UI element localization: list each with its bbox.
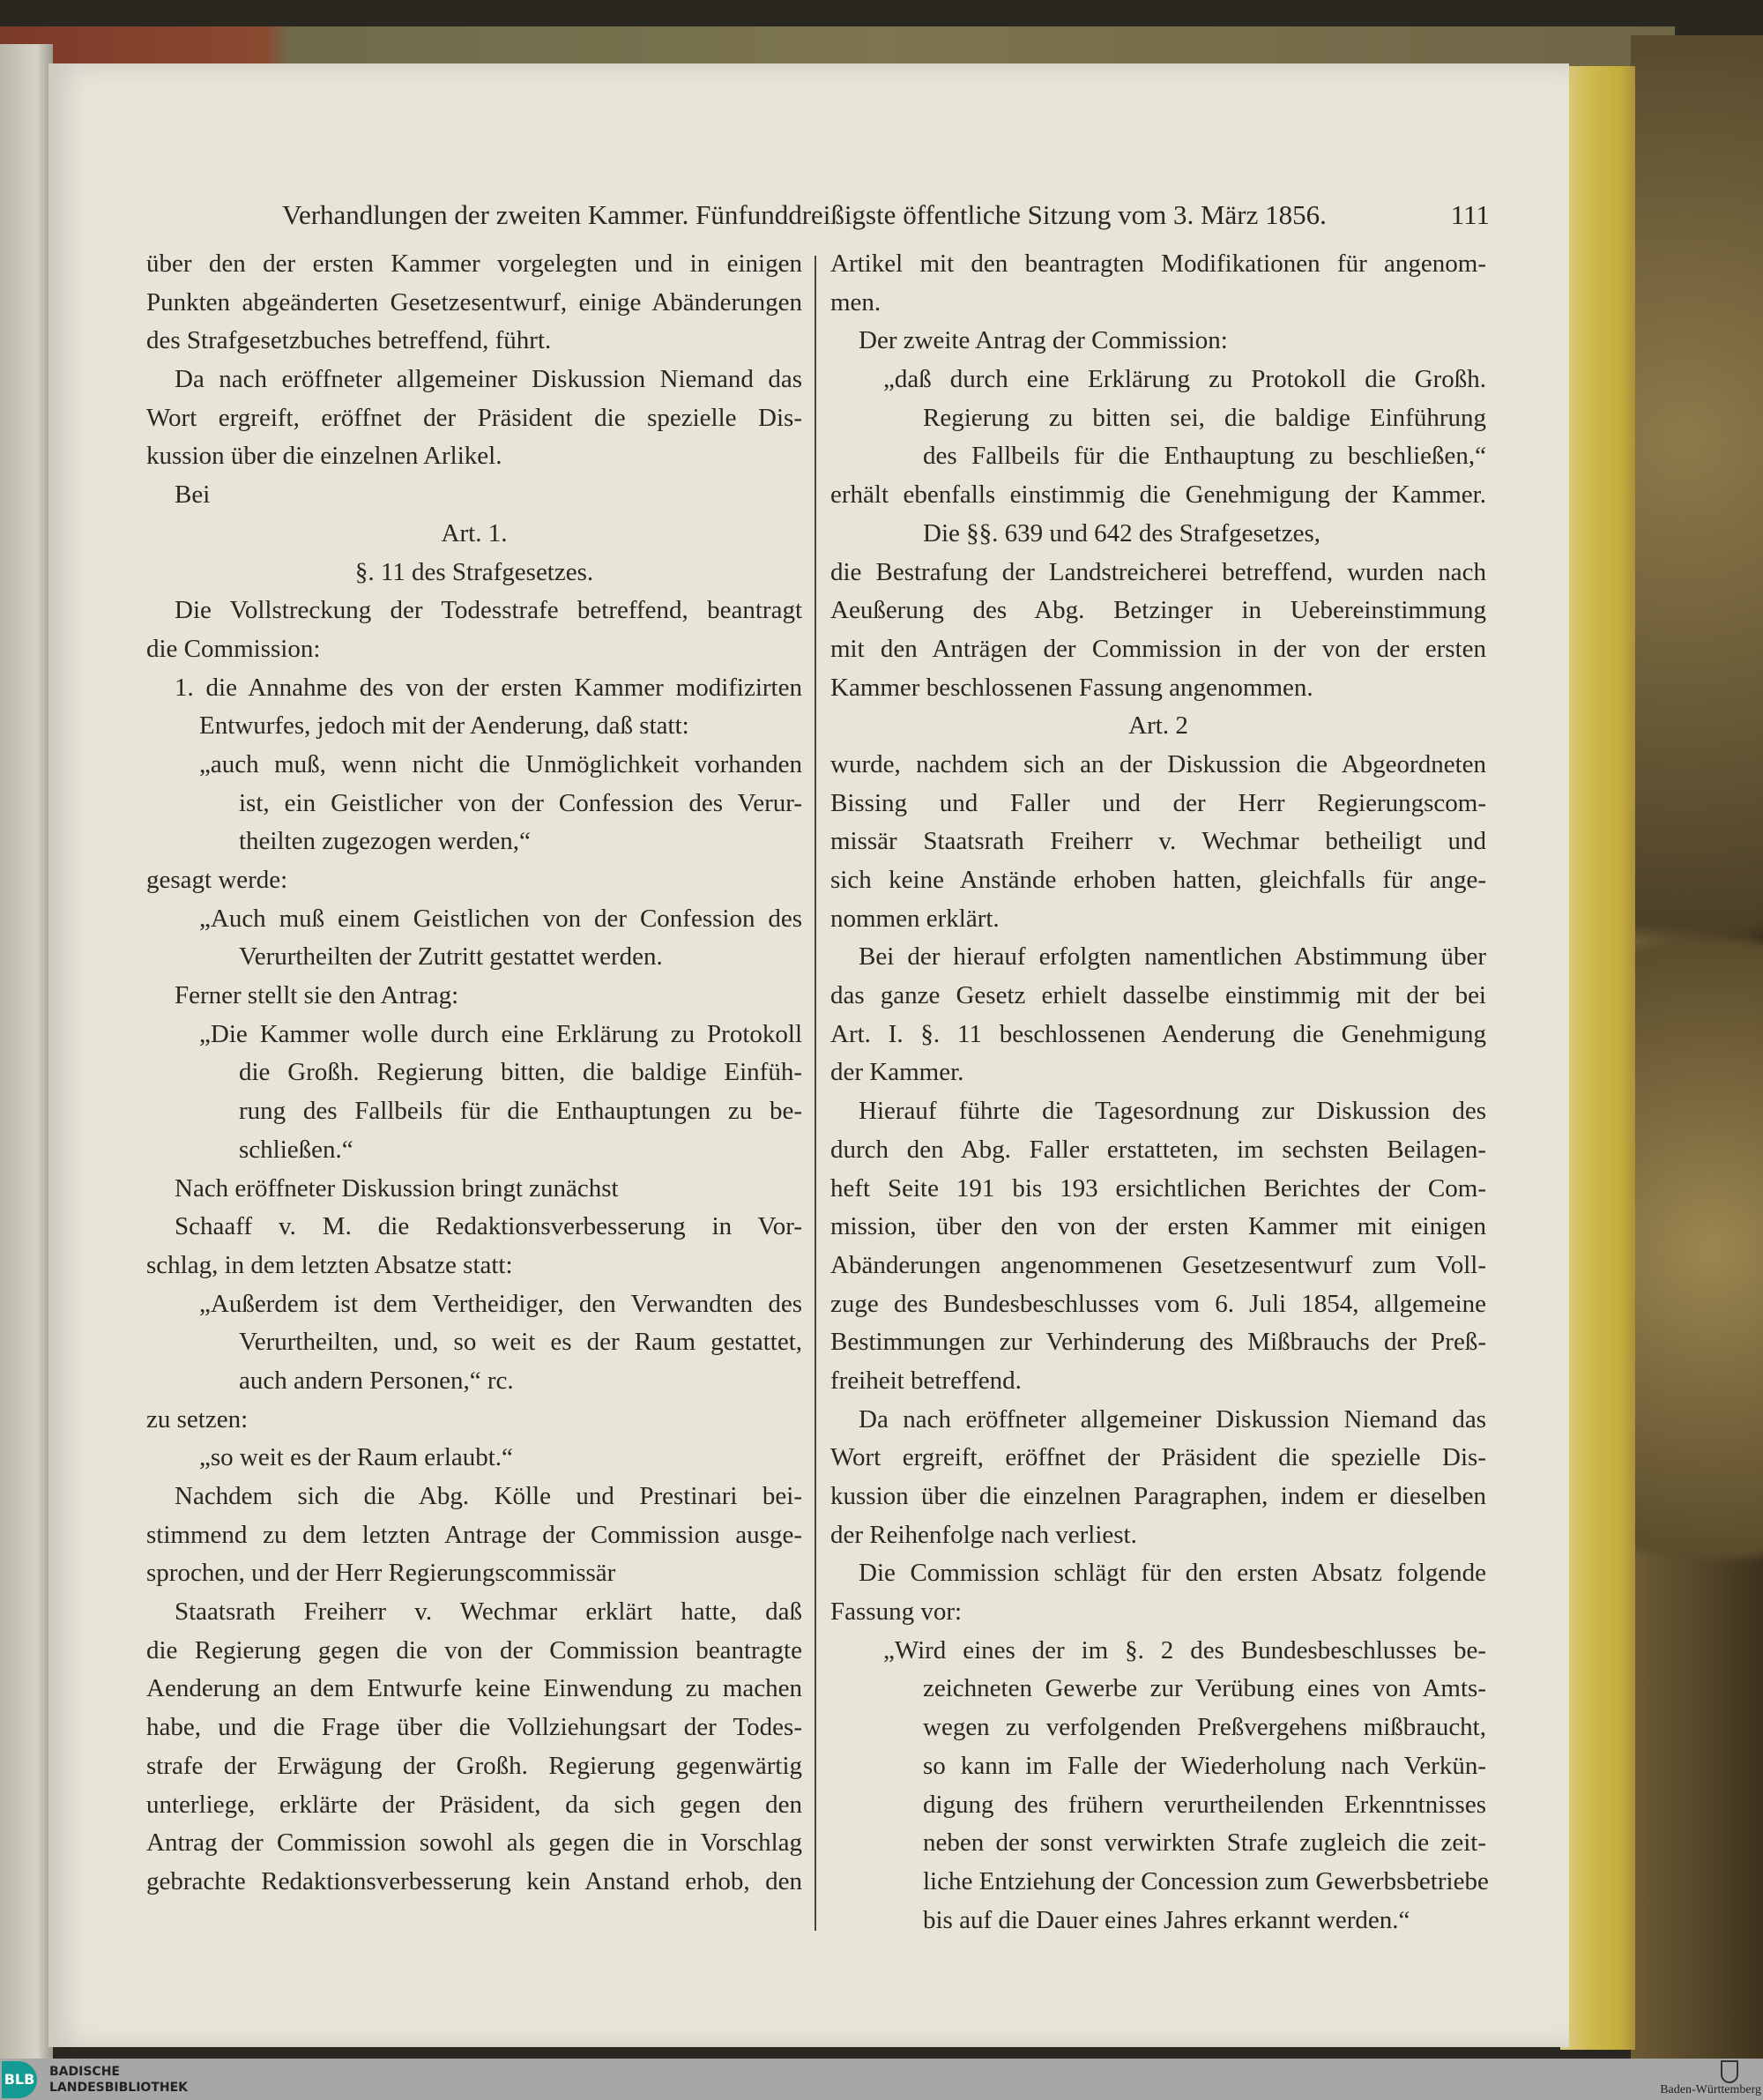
text-line: kussion über die einzelnen Arlikel.	[146, 442, 502, 471]
text-line: Staatsrath Freiherr v. Wechmar erklärt hatte, daß	[175, 1597, 802, 1627]
footer-bar	[0, 2059, 1763, 2100]
text-line: Verurtheilten, und, so weit es der Raum gestattet,	[239, 1328, 802, 1357]
text-line: liche Entziehung der Concession zum Gewerbsbetriebe	[923, 1866, 1489, 1895]
text-line: Wort ergreift, eröffnet der Präsident die spezielle Dis-	[146, 403, 802, 432]
text-line: 1. die Annahme des von der ersten Kammer modifizirten	[175, 673, 802, 702]
text-line: Nachdem sich die Abg. Kölle und Prestinari bei-	[175, 1482, 802, 1510]
text-line: theilten zugezogen werden,“	[239, 827, 531, 856]
text-line: zuge des Bundesbeschlusses vom 6. Juli 1854, allgemeine	[830, 1289, 1486, 1318]
text-line: Bei	[175, 480, 211, 510]
text-line: Der zweite Antrag der Commission:	[859, 326, 1228, 355]
right-text-column	[830, 245, 1489, 1940]
text-line: Punkten abgeänderten Gesetzesentwurf, einige Abänderungen	[146, 287, 802, 316]
text-line: kussion über die einzelnen Paragraphen, indem er dieselben	[830, 1482, 1486, 1510]
text-line: bis auf die Dauer eines Jahres erkannt werden.“	[923, 1905, 1410, 1934]
text-line: Bissing und Faller und der Herr Regierungscom-	[830, 788, 1486, 817]
text-line: Nach eröffneter Diskussion bringt zunächst	[175, 1173, 619, 1203]
text-line: ist, ein Geistlicher von der Confession des Verur-	[239, 788, 802, 817]
text-line: Aeußerung des Abg. Betzinger in Uebereinstimmung	[830, 596, 1486, 625]
section-heading: Art. 1.	[441, 518, 508, 547]
text-line: die Großh. Regierung bitten, die baldige Einfüh-	[239, 1058, 802, 1087]
text-line: zu setzen:	[146, 1404, 249, 1434]
text-line: wegen zu verfolgenden Preßvergehens mißbraucht,	[923, 1713, 1486, 1742]
text-line: Schaaff v. M. die Redaktionsverbesserung in Vor-	[175, 1212, 802, 1241]
text-line: schlag, in dem letzten Absatze statt:	[146, 1250, 513, 1279]
text-line: rung des Fallbeils für die Enthauptungen zu be-	[239, 1097, 802, 1126]
text-line: Entwurfes, jedoch mit der Aenderung, daß statt:	[199, 711, 689, 741]
text-line: digung des frühern verurtheilenden Erkenntnisses	[923, 1790, 1486, 1819]
text-line: stimmend zu dem letzten Antrage der Commission ausge-	[146, 1520, 802, 1549]
state-label: Baden-Württemberg	[1660, 2083, 1761, 2096]
text-line: „Wird eines der im §. 2 des Bundesbeschlusses be-	[883, 1635, 1486, 1664]
text-line: auch andern Personen,“ rc.	[239, 1366, 514, 1395]
text-line: unterliege, erklärte der Präsident, da sich gegen den	[146, 1790, 802, 1819]
text-line: erhält ebenfalls einstimmig die Genehmigung der Kammer.	[830, 480, 1486, 510]
text-line: heft Seite 191 bis 193 ersichtlichen Berichtes der Com-	[830, 1173, 1486, 1203]
text-line: Da nach eröffneter allgemeiner Diskussion Niemand das	[859, 1404, 1486, 1434]
text-line: Ferner stellt sie den Antrag:	[175, 981, 459, 1010]
text-line: der Reihenfolge nach verliest.	[830, 1520, 1137, 1549]
text-line: Hierauf führte die Tagesordnung zur Diskussion des	[859, 1097, 1486, 1126]
running-header	[282, 199, 1490, 238]
text-line: schließen.“	[239, 1135, 353, 1164]
text-line: nommen erklärt.	[830, 904, 1000, 933]
text-line: wurde, nachdem sich an der Diskussion die Abgeordneten	[830, 749, 1486, 778]
text-line: so kann im Falle der Wiederholung nach Verkün-	[923, 1751, 1486, 1780]
text-line: der Kammer.	[830, 1058, 964, 1087]
text-line: freiheit betreffend.	[830, 1366, 1022, 1395]
text-line: Art. I. §. 11 beschlossenen Aenderung die Genehmigung	[830, 1019, 1486, 1048]
text-line: Bestimmungen zur Verhinderung des Mißbrauchs der Preß-	[830, 1328, 1486, 1357]
text-line: Abänderungen angenommenen Gesetzesentwurf zum Voll-	[830, 1250, 1486, 1279]
section-heading: Art. 2	[1128, 711, 1188, 741]
text-line: habe, und die Frage über die Vollziehungsart der Todes-	[146, 1713, 802, 1742]
page-edges	[1560, 66, 1635, 2050]
marbled-book-cover	[1631, 35, 1763, 2059]
text-line: sprochen, und der Herr Regierungscommissär	[146, 1559, 616, 1588]
text-line: des Fallbeils für die Enthauptung zu beschließen,“	[923, 442, 1486, 471]
library-name-line1: BADISCHE	[49, 2065, 120, 2079]
text-line: missär Staatsrath Freiherr v. Wechmar betheiligt und	[830, 827, 1486, 856]
text-line: strafe der Erwägung der Großh. Regierung gegenwärtig	[146, 1751, 802, 1780]
text-line: Kammer beschlossenen Fassung angenommen.	[830, 673, 1313, 702]
blb-logo[interactable]: BLB	[2, 2061, 37, 2098]
text-line: des Strafgesetzbuches betreffend, führt.	[146, 326, 552, 355]
text-line: „Außerdem ist dem Vertheidiger, den Verwandten des	[199, 1289, 802, 1318]
text-line: Die Commission schlägt für den ersten Absatz folgende	[859, 1559, 1486, 1588]
facing-page-edge	[0, 44, 53, 2059]
text-line: men.	[830, 287, 882, 316]
text-line: Aenderung an dem Entwurfe keine Einwendung zu machen	[146, 1674, 802, 1703]
coat-of-arms-icon	[1721, 2060, 1738, 2083]
text-line: Artikel mit den beantragten Modifikationen für angenom-	[830, 249, 1486, 278]
text-line: Da nach eröffneter allgemeiner Diskussion Niemand das	[175, 365, 802, 394]
text-line: mit den Anträgen der Commission in der von der ersten	[830, 634, 1486, 663]
text-line: durch den Abg. Faller erstatteten, im sechsten Beilagen-	[830, 1135, 1486, 1164]
text-line: neben der sonst verwirkten Strafe zugleich die zeit-	[923, 1828, 1486, 1858]
left-text-column	[146, 245, 802, 1902]
text-line: die Regierung gegen die von der Commission beantragte	[146, 1635, 802, 1664]
text-line: Regierung zu bitten sei, die baldige Einführung	[923, 403, 1486, 432]
text-line: Die §§. 639 und 642 des Strafgesetzes,	[923, 518, 1321, 547]
text-line: über den der ersten Kammer vorgelegten und in einigen	[146, 249, 802, 278]
text-line: Antrag der Commission sowohl als gegen die in Vorschlag	[146, 1828, 802, 1858]
text-line: „auch muß, wenn nicht die Unmöglichkeit vorhanden	[199, 749, 802, 778]
library-name-line2: LANDESBIBLIOTHEK	[49, 2081, 189, 2095]
section-heading: §. 11 des Strafgesetzes.	[354, 557, 594, 586]
text-line: mission, über den von der ersten Kammer mit einigen	[830, 1212, 1486, 1241]
running-title: Verhandlungen der zweiten Kammer. Fünfunddreißigste öffentliche Sitzung vom 3. März 1856.	[282, 199, 1327, 230]
text-line: Wort ergreift, eröffnet der Präsident die spezielle Dis-	[830, 1443, 1486, 1472]
page-number: 111	[1450, 199, 1490, 230]
text-line: „daß durch eine Erklärung zu Protokoll die Großh.	[883, 365, 1486, 394]
text-line: „Die Kammer wolle durch eine Erklärung zu Protokoll	[199, 1019, 802, 1048]
column-divider	[815, 256, 816, 1931]
text-line: Bei der hierauf erfolgten namentlichen Abstimmung über	[859, 942, 1486, 972]
text-line: Fassung vor:	[830, 1597, 963, 1627]
text-line: „so weit es der Raum erlaubt.“	[199, 1443, 513, 1472]
text-line: Die Vollstreckung der Todesstrafe betreffend, beantragt	[175, 596, 802, 625]
library-name	[49, 2064, 188, 2096]
text-line: gesagt werde:	[146, 866, 288, 894]
text-line: das ganze Gesetz erhielt dasselbe einstimmig mit der bei	[830, 981, 1486, 1010]
text-line: die Commission:	[146, 634, 321, 663]
text-line: „Auch muß einem Geistlichen von der Confession des	[199, 904, 802, 933]
text-line: zeichneten Gewerbe zur Verübung eines von Amts-	[923, 1674, 1486, 1703]
text-line: Verurtheilten der Zutritt gestattet werden.	[239, 942, 663, 972]
text-line: gebrachte Redaktionsverbesserung kein Anstand erhob, den	[146, 1866, 802, 1895]
text-line: sich keine Anstände erhoben hatten, gleichfalls für ange-	[830, 866, 1486, 894]
text-line: die Bestrafung der Landstreicherei betreffend, wurden nach	[830, 557, 1486, 586]
